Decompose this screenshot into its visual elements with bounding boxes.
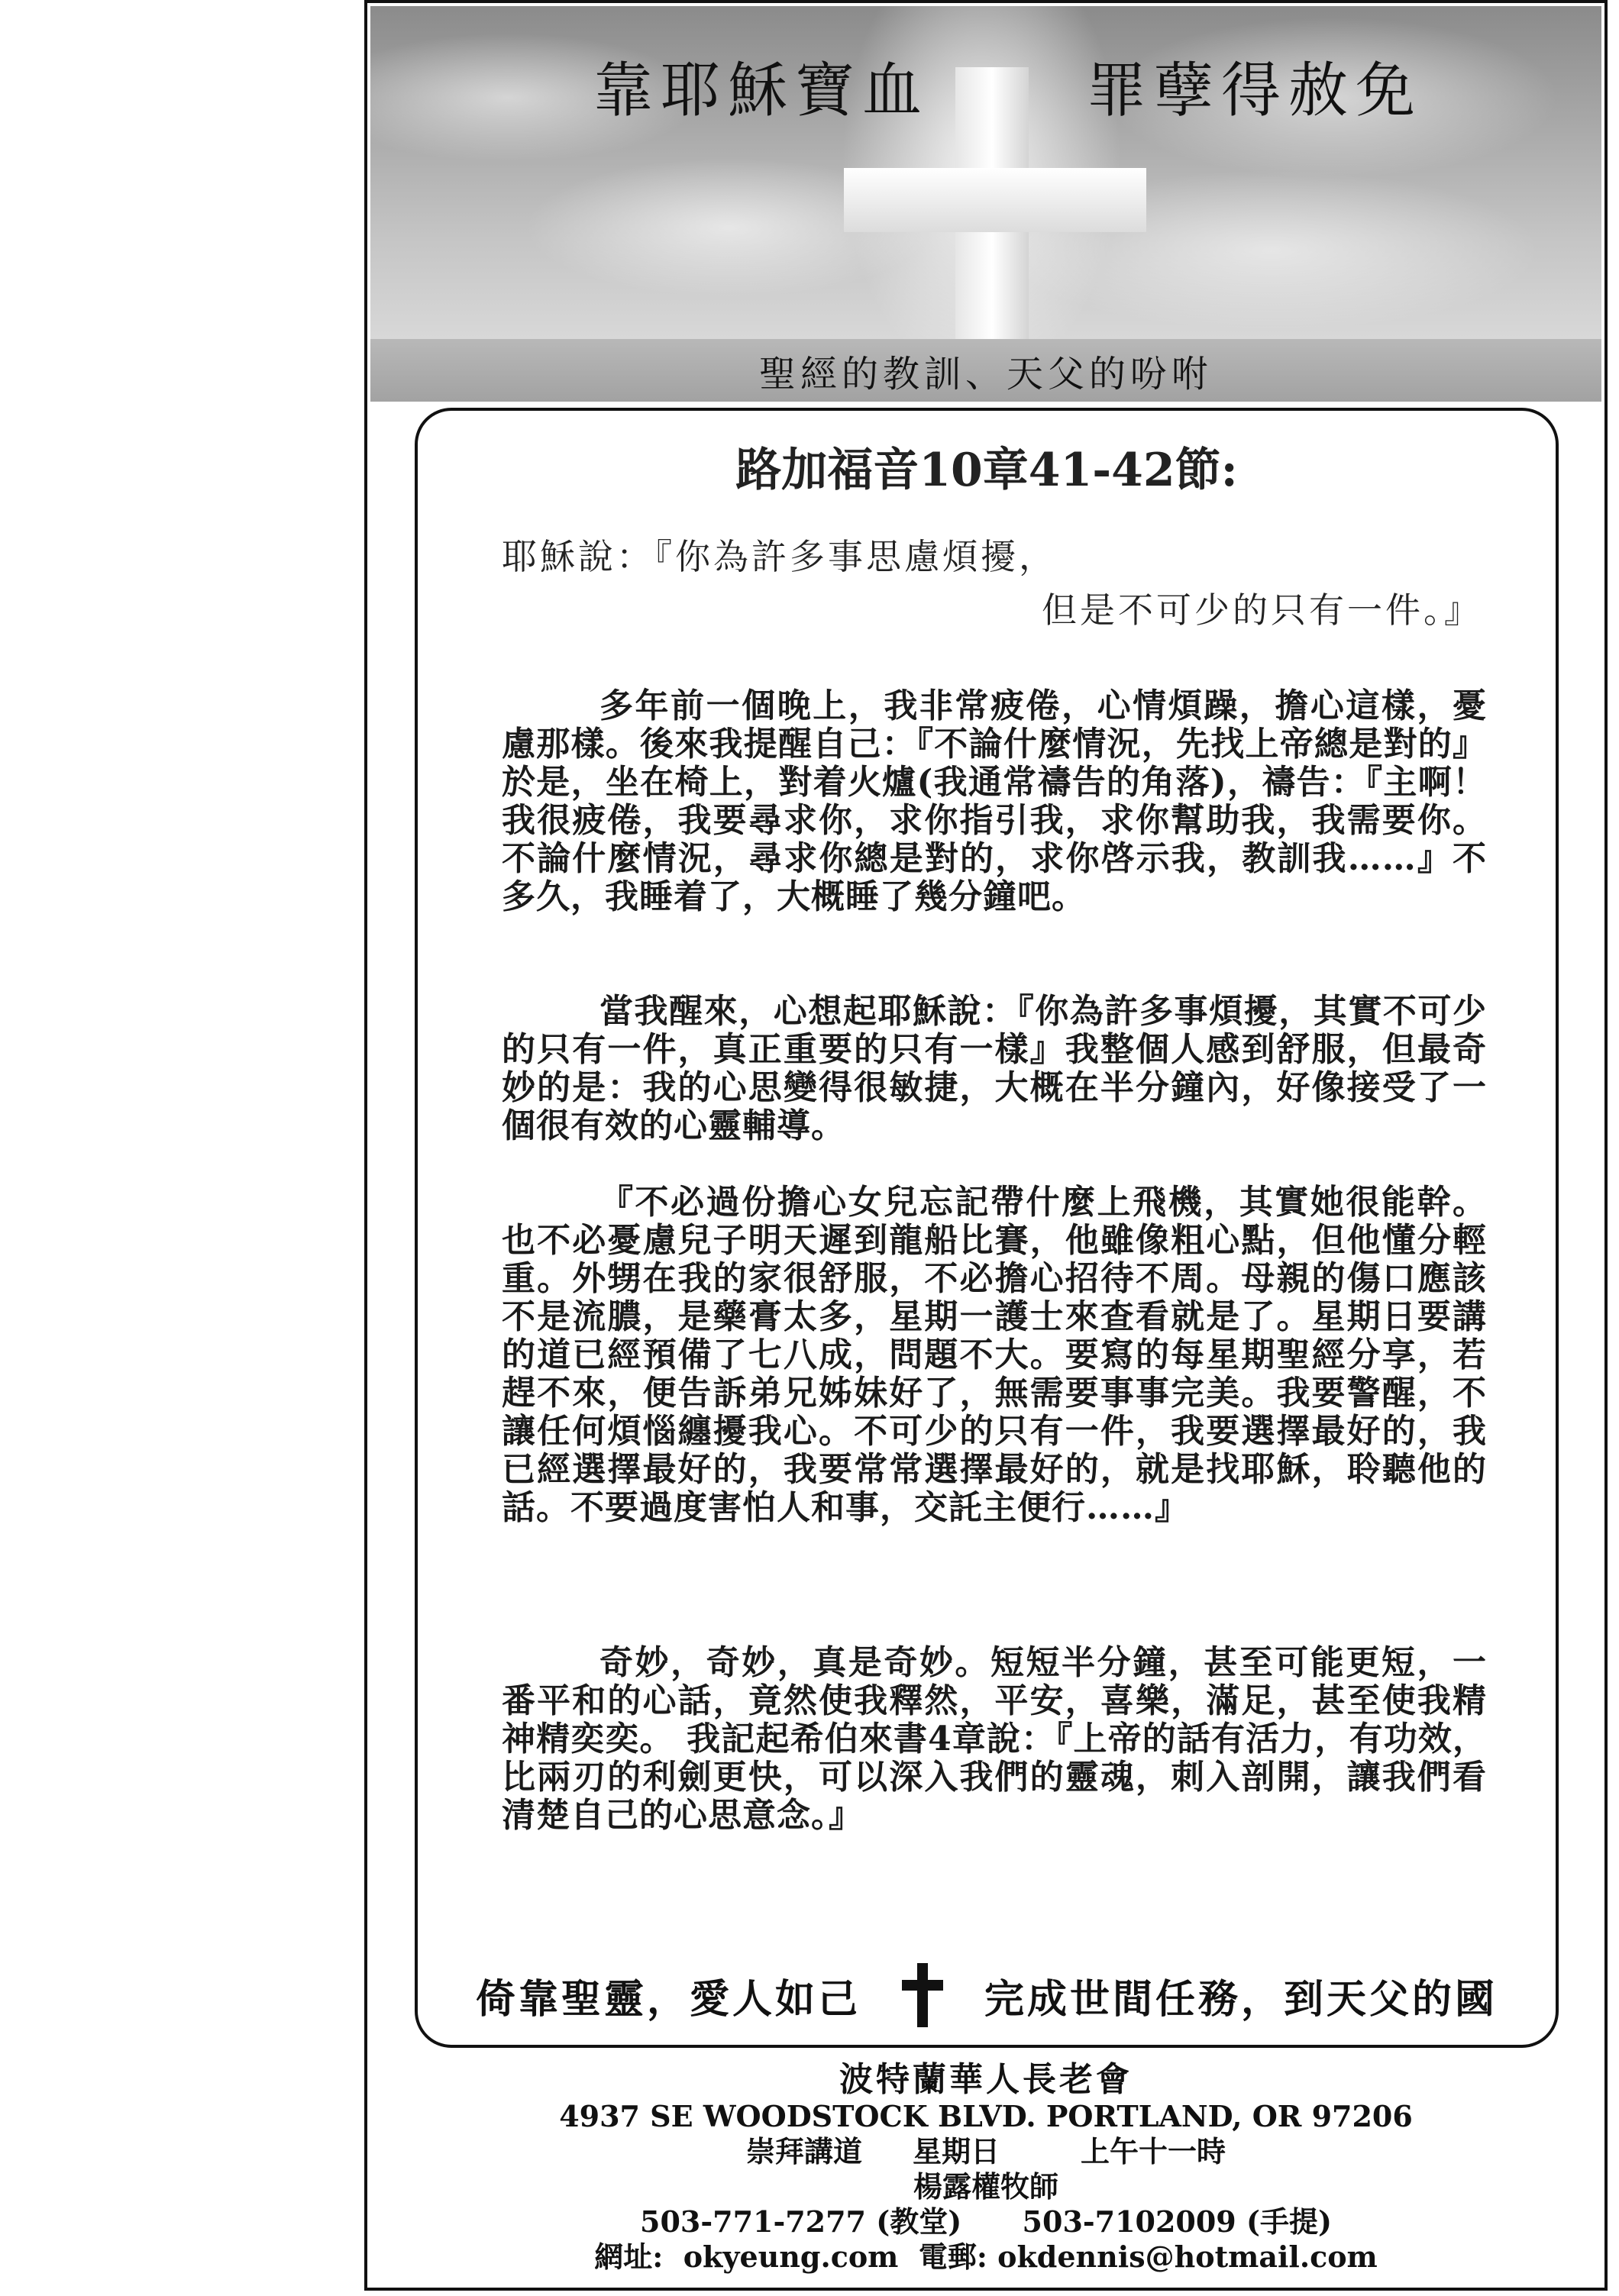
- flyer-page: [364, 0, 1608, 2291]
- pastor-name: 楊露權牧師: [913, 2169, 1058, 2204]
- verse-quote-line1: 耶穌說：『你為許多事思慮煩擾，: [502, 536, 1057, 577]
- church-address: 4937 SE WOODSTOCK BLVD. PORTLAND, OR 97206: [559, 2099, 1413, 2133]
- closing-motto: [418, 1961, 1556, 2030]
- paragraph-3: 『不必過份擔心女兒忘記帶什麼上飛機，其實她很能幹。也不必憂慮兒子明天遲到龍船比賽，他雖像粗心點，但他懂分輕重。外甥在我的家很舒服，不必擔心招待不周。母親的傷口應該不是流膿，是藥膏太多，星期一護士來查看就是了。星期日要講的道已經預備了七八成，問題不大。要寫的每星期聖經分享，若趕不來，便告訴弟兄姊妹好了，無需要事事完美。我要警醒，不讓任何煩惱纏擾我心。不可少的只有一件，我要選擇最好的，我已經選擇最好的，我要常常選擇最好的，就是找耶穌，聆聽他的話。不要過度害怕人和事，交託主便行……』: [502, 1183, 1487, 1527]
- paragraph-4: 奇妙，奇妙，真是奇妙。短短半分鐘，甚至可能更短，一番平和的心話，竟然使我釋然，平安，喜樂，滿足，甚至使我精神精奕奕。 我記起希伯來書4章說：『上帝的話有活力，有功效，比兩刃的利劍更快，可以深入我們的靈魂，刺入剖開，讓我們看清楚自己的心思意念。』: [502, 1643, 1487, 1835]
- subtitle-bar: [370, 339, 1601, 402]
- subtitle-text: 聖經的教訓、天父的吩咐: [758, 352, 1213, 396]
- church-name: 波特蘭華人長老會: [839, 2060, 1133, 2099]
- scripture-box: [415, 408, 1559, 2048]
- paragraph-1: 多年前一個晚上，我非常疲倦，心情煩躁，擔心這樣，憂慮那樣。後來我提醒自己：『不論什麼情況，先找上帝總是對的』於是，坐在椅上，對着火爐(我通常禱告的角落)，禱告：『主啊！我很疲倦，我要尋求你，求你指引我，求你幫助我，我需要你。不論什麼情況，尋求你總是對的，求你啓示我，教訓我……』不多久，我睡着了，大概睡了幾分鐘吧。: [502, 686, 1487, 916]
- banner-title-right: 罪孽得赦免: [1087, 57, 1423, 125]
- banner-title-left: 靠耶穌寶血: [593, 57, 930, 125]
- phone-numbers: 503-771-7277 (教堂) 503-7102009 (手提): [640, 2204, 1332, 2239]
- church-footer: [367, 2061, 1604, 2275]
- closing-left: 倚靠聖靈，愛人如己: [475, 1975, 861, 2023]
- small-cross-icon: [902, 1963, 943, 2027]
- verse-reference: 路加福音10章41-42節:: [735, 444, 1238, 497]
- cross-icon-bar: [844, 168, 1146, 232]
- closing-right: 完成世間任務，到天父的國: [984, 1975, 1498, 2023]
- header-banner: [370, 6, 1601, 339]
- verse-quote-line2: 但是不可少的只有一件。』: [1042, 589, 1482, 631]
- web-email: 網址: okyeung.com 電郵: okdennis@hotmail.com: [594, 2239, 1378, 2274]
- service-time: 崇拜講道 星期日 上午十一時: [746, 2134, 1226, 2168]
- paragraph-2: 當我醒來，心想起耶穌說：『你為許多事煩擾，其實不可少的只有一件，真正重要的只有一樣』我整個人感到舒服，但最奇妙的是：我的心思變得很敏捷，大概在半分鐘內，好像接受了一個很有效的心靈輔導。: [502, 992, 1487, 1145]
